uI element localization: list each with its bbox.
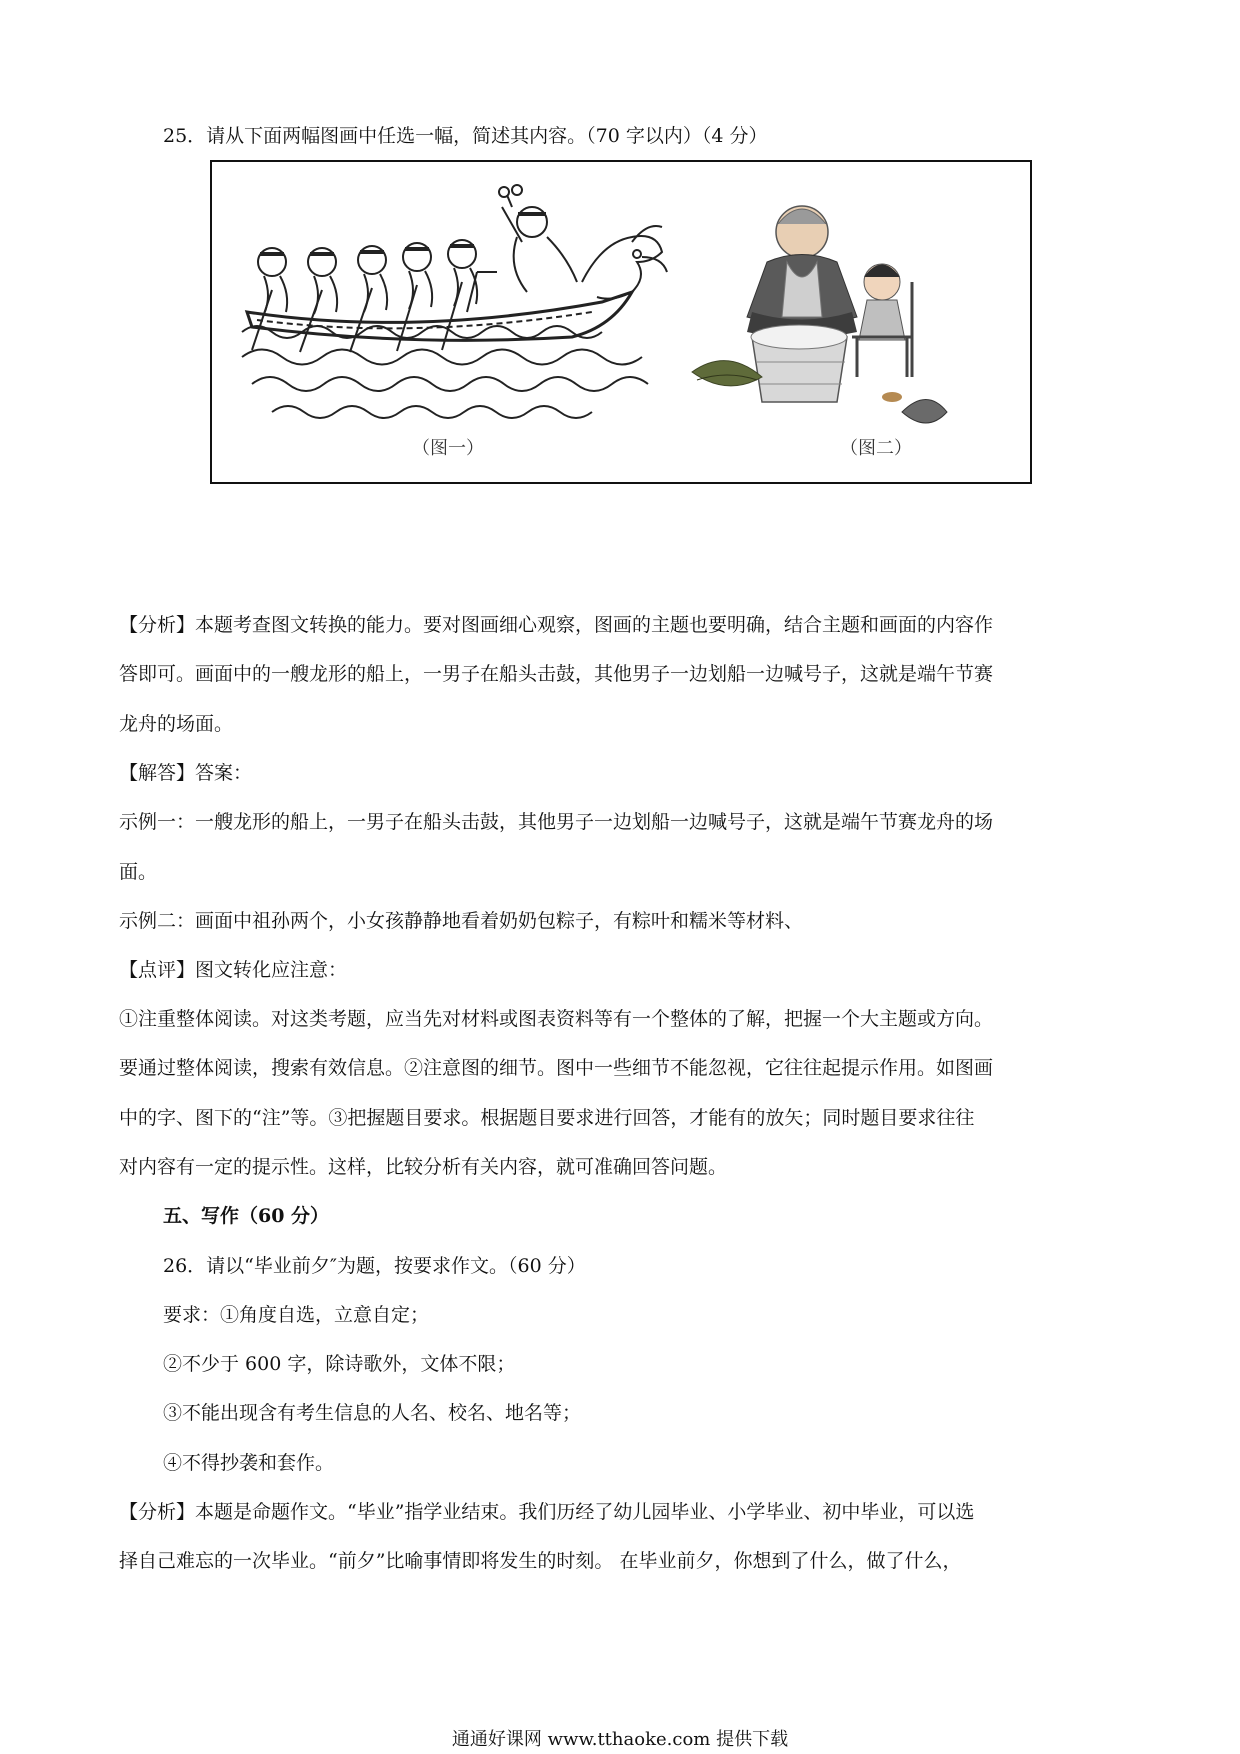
section-5-heading: 五、写作（60 分）	[163, 1205, 330, 1227]
zongzi-illustration	[692, 206, 947, 423]
answer-25-heading: 【解答】答案：	[119, 762, 253, 784]
question-26-prompt: 26．请以“毕业前夕″为题，按要求作文。（60 分）	[163, 1255, 586, 1277]
answer-25-line: 面。	[119, 861, 158, 883]
analysis-25-line: 龙舟的场面。	[119, 713, 234, 735]
comment-25-line: 中的字、图下的“注”等。③把握题目要求。根据题目要求进行回答，才能有的放矢；同时题目要求往往	[119, 1107, 975, 1129]
question-25-prompt: 25．请从下面两幅图画中任选一幅，简述其内容。（70 字以内）（4 分）	[163, 125, 768, 147]
requirement-item: 要求：①角度自选，立意自定；	[163, 1304, 430, 1326]
comment-25-line: 对内容有一定的提示性。这样，比较分析有关内容，就可准确回答问题。	[119, 1156, 728, 1178]
dragon-boat-illustration	[242, 185, 667, 418]
analysis-25-line: 答即可。画面中的一艘龙形的船上，一男子在船头击鼓，其他男子一边划船一边喊号子，这就是端午节赛	[119, 663, 994, 685]
page-footer: 通通好课网 www.tthaoke.com 提供下载	[451, 1729, 789, 1750]
requirement-item: ②不少于 600 字，除诗歌外，文体不限；	[163, 1353, 516, 1375]
comment-25-line: ①注重整体阅读。对这类考题，应当先对材料或图表资料等有一个整体的了解，把握一个大主题或方向。	[119, 1008, 994, 1030]
figure-2-caption: （图二）	[840, 438, 912, 459]
figure-1-caption: （图一）	[412, 438, 484, 459]
answer-25-line: 示例一：一艘龙形的船上，一男子在船头击鼓，其他男子一边划船一边喊号子，这就是端午节赛龙舟的场	[119, 811, 994, 833]
comment-25-heading: 【点评】图文转化应注意：	[119, 959, 348, 981]
requirement-item: ③不能出现含有考生信息的人名、校名、地名等；	[163, 1402, 582, 1424]
analysis-26-line: 择自己难忘的一次毕业。“前夕”比喻事情即将发生的时刻。 在毕业前夕，你想到了什么，做了什么，	[119, 1550, 962, 1572]
analysis-26-line: 【分析】本题是命题作文。“毕业”指学业结束。我们历经了幼儿园毕业、小学毕业、初中毕业，可以选	[119, 1501, 975, 1523]
answer-25-line: 示例二：画面中祖孙两个，小女孩静静地看着奶奶包粽子，有粽叶和糯米等材料、	[119, 910, 804, 932]
requirement-item: ④不得抄袭和套作。	[163, 1452, 335, 1474]
analysis-25-line: 【分析】本题考查图文转换的能力。要对图画细心观察，图画的主题也要明确，结合主题和画面的内容作	[119, 614, 994, 636]
comment-25-line: 要通过整体阅读，搜索有效信息。②注意图的细节。图中一些细节不能忽视，它往往起提示作用。如图画	[119, 1057, 994, 1079]
